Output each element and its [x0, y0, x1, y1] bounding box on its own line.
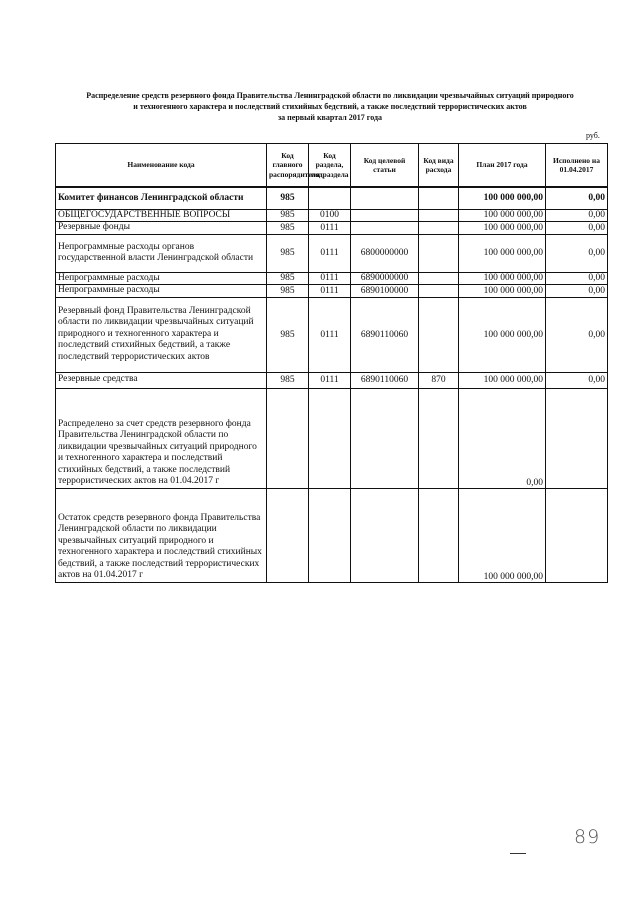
- title-line-3: за первый квартал 2017 года: [277, 113, 383, 122]
- header-executed: Исполнено на 01.04.2017: [546, 144, 608, 188]
- reserve-fund-table: [55, 143, 608, 583]
- title-line-2: и техногенного характера и последствий стихийных бедствий, а также последствий террористических актов: [133, 102, 527, 111]
- row-expense-type: [419, 234, 459, 272]
- row-name: Резервный фонд Правительства Ленинградской области по ликвидации чрезвычайных ситуаций природного и техногенного характера и последствий стихийных бедствий, а также последствий террористических актов: [56, 297, 267, 372]
- row-expense-type: [419, 488, 459, 582]
- row-name: ОБЩЕГОСУДАРСТВЕННЫЕ ВОПРОСЫ: [56, 209, 267, 222]
- row-expense-type: [419, 222, 459, 235]
- row-executed: 0,00: [546, 209, 608, 222]
- table-row: [56, 372, 608, 388]
- row-target-code: [351, 222, 419, 235]
- row-plan: 0,00: [459, 388, 546, 488]
- row-executed: 0,00: [546, 372, 608, 388]
- row-name: Комитет финансов Ленинградской области: [56, 187, 267, 209]
- row-plan: 100 000 000,00: [459, 372, 546, 388]
- table-header-row: [56, 144, 608, 188]
- row-executed: 0,00: [546, 222, 608, 235]
- table-row: [56, 272, 608, 285]
- header-main-admin-code: Код главного распорядителя: [267, 144, 309, 188]
- row-executed: 0,00: [546, 272, 608, 285]
- row-target-code: 6800000000: [351, 234, 419, 272]
- row-target-code: [351, 187, 419, 209]
- row-admin-code: 985: [267, 222, 309, 235]
- table-row: [56, 488, 608, 582]
- row-section-code: 0111: [309, 285, 351, 298]
- row-admin-code: 985: [267, 297, 309, 372]
- row-executed: 0,00: [546, 285, 608, 298]
- row-target-code: 6890000000: [351, 272, 419, 285]
- header-section-code: Код раздела, подраздела: [309, 144, 351, 188]
- table-row: [56, 187, 608, 209]
- row-expense-type: [419, 297, 459, 372]
- row-plan: 100 000 000,00: [459, 285, 546, 298]
- table-row: [56, 209, 608, 222]
- row-target-code: 6890110060: [351, 297, 419, 372]
- row-expense-type: [419, 285, 459, 298]
- row-plan: 100 000 000,00: [459, 222, 546, 235]
- row-name: Резервные средства: [56, 372, 267, 388]
- row-admin-code: 985: [267, 234, 309, 272]
- row-name: Резервные фонды: [56, 222, 267, 235]
- row-name: Остаток средств резервного фонда Правительства Ленинградской области по ликвидации чрезвычайных ситуаций природного и техногенного характера и последствий стихийных бедствий, а также последствий террористических актов на 01.04.2017 г: [56, 488, 267, 582]
- header-target-code: Код целевой статьи: [351, 144, 419, 188]
- table-row: [56, 388, 608, 488]
- row-plan: 100 000 000,00: [459, 234, 546, 272]
- currency-unit: руб.: [586, 131, 600, 140]
- row-name: Непрограммные расходы: [56, 285, 267, 298]
- row-expense-type: [419, 272, 459, 285]
- row-plan: 100 000 000,00: [459, 297, 546, 372]
- row-plan: 100 000 000,00: [459, 187, 546, 209]
- page-number: 89: [574, 826, 601, 848]
- row-admin-code: 985: [267, 285, 309, 298]
- title-line-1: Распределение средств резервного фонда Правительства Ленинградской области по ликвидации чрезвычайных ситуаций природного: [86, 91, 574, 100]
- row-section-code: [309, 187, 351, 209]
- row-admin-code: [267, 388, 309, 488]
- row-admin-code: 985: [267, 372, 309, 388]
- row-section-code: 0111: [309, 297, 351, 372]
- row-target-code: 6890100000: [351, 285, 419, 298]
- row-section-code: 0111: [309, 222, 351, 235]
- row-section-code: 0111: [309, 372, 351, 388]
- table-row: [56, 285, 608, 298]
- row-expense-type: 870: [419, 372, 459, 388]
- pen-mark: [510, 853, 526, 854]
- row-executed: 0,00: [546, 234, 608, 272]
- row-admin-code: 985: [267, 209, 309, 222]
- row-name: Непрограммные расходы органов государственной власти Ленинградской области: [56, 234, 267, 272]
- row-plan: 100 000 000,00: [459, 272, 546, 285]
- row-plan: 100 000 000,00: [459, 488, 546, 582]
- table-row: [56, 234, 608, 272]
- row-admin-code: [267, 488, 309, 582]
- row-executed: 0,00: [546, 297, 608, 372]
- header-name: Наименование кода: [56, 144, 267, 188]
- row-section-code: 0100: [309, 209, 351, 222]
- row-executed: [546, 388, 608, 488]
- table-row: [56, 222, 608, 235]
- table-row: [56, 297, 608, 372]
- row-name: Непрограммные расходы: [56, 272, 267, 285]
- row-target-code: [351, 388, 419, 488]
- row-executed: 0,00: [546, 187, 608, 209]
- row-target-code: [351, 488, 419, 582]
- row-expense-type: [419, 388, 459, 488]
- row-target-code: 6890110060: [351, 372, 419, 388]
- row-admin-code: 985: [267, 187, 309, 209]
- row-admin-code: 985: [267, 272, 309, 285]
- document-title: [40, 90, 620, 123]
- header-plan: План 2017 года: [459, 144, 546, 188]
- row-target-code: [351, 209, 419, 222]
- row-section-code: [309, 388, 351, 488]
- row-name: Распределено за счет средств резервного фонда Правительства Ленинградской области по ликвидации чрезвычайных ситуаций природного и техногенного характера и последствий стихийных бедствий, а также последствий террористических актов на 01.04.2017 г: [56, 388, 267, 488]
- row-plan: 100 000 000,00: [459, 209, 546, 222]
- row-expense-type: [419, 187, 459, 209]
- row-section-code: 0111: [309, 272, 351, 285]
- row-expense-type: [419, 209, 459, 222]
- row-section-code: 0111: [309, 234, 351, 272]
- row-section-code: [309, 488, 351, 582]
- header-expense-type: Код вида расхода: [419, 144, 459, 188]
- row-executed: [546, 488, 608, 582]
